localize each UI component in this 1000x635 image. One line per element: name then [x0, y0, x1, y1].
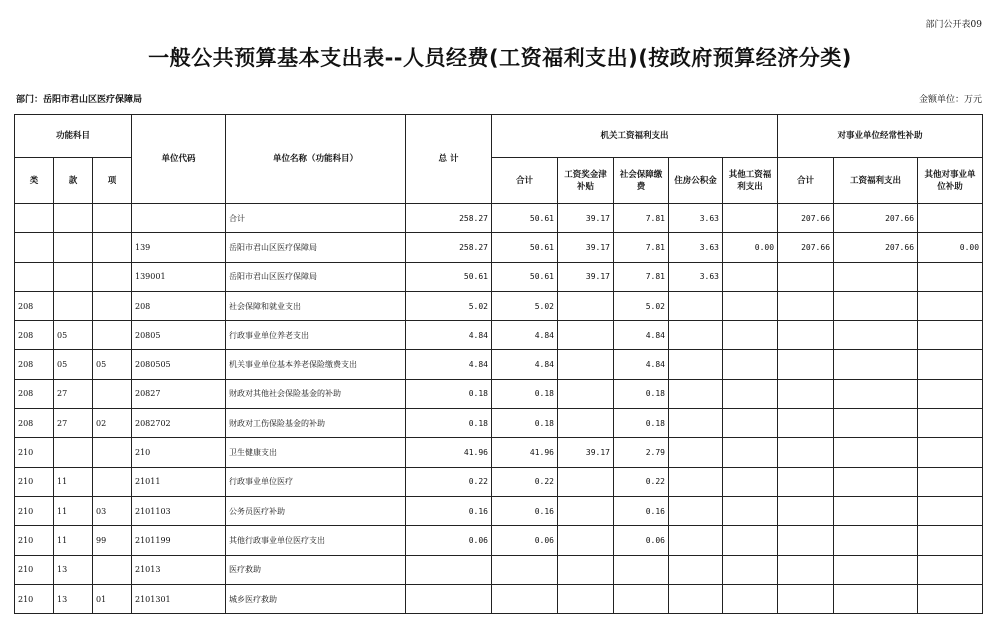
cell-org-bonus [558, 350, 614, 379]
cell-pub-other [918, 262, 983, 291]
cell-org-bonus [558, 321, 614, 350]
cell-unit-code: 20827 [132, 379, 226, 408]
cell-org-other [723, 555, 778, 584]
cell-lei [15, 233, 54, 262]
cell-pub-wage [834, 350, 918, 379]
cell-unit-name: 社会保障和就业支出 [226, 291, 406, 320]
cell-unit-code: 139001 [132, 262, 226, 291]
header-kuan: 款 [54, 158, 93, 204]
cell-pub-subtotal: 207.66 [778, 233, 834, 262]
cell-pub-wage [834, 262, 918, 291]
cell-pub-subtotal [778, 409, 834, 438]
table-row [15, 262, 983, 291]
cell-pub-other [918, 291, 983, 320]
table-row [15, 555, 983, 584]
cell-total: 258.27 [406, 204, 492, 233]
cell-kuan: 27 [54, 409, 93, 438]
header-unit-name: 单位名称（功能科目） [226, 115, 406, 204]
cell-unit-code: 21011 [132, 467, 226, 496]
cell-org-bonus [558, 291, 614, 320]
cell-org-social [614, 584, 669, 613]
cell-org-subtotal: 4.84 [492, 350, 558, 379]
table-row [15, 233, 983, 262]
cell-org-housing [669, 379, 723, 408]
cell-pub-other [918, 379, 983, 408]
cell-org-housing [669, 291, 723, 320]
cell-lei: 210 [15, 555, 54, 584]
cell-org-subtotal: 0.06 [492, 526, 558, 555]
cell-unit-name: 其他行政事业单位医疗支出 [226, 526, 406, 555]
header-total: 总 计 [406, 115, 492, 204]
cell-org-subtotal: 50.61 [492, 233, 558, 262]
cell-org-bonus [558, 467, 614, 496]
page-title: 一般公共预算基本支出表--人员经费(工资福利支出)(按政府预算经济分类) [148, 46, 852, 70]
cell-pub-other [918, 438, 983, 467]
cell-org-other [723, 584, 778, 613]
header-org-group: 机关工资福利支出 [492, 115, 778, 158]
cell-kuan: 11 [54, 496, 93, 525]
cell-org-other [723, 467, 778, 496]
cell-kuan [54, 262, 93, 291]
cell-pub-wage: 207.66 [834, 204, 918, 233]
cell-total: 50.61 [406, 262, 492, 291]
cell-org-housing [669, 409, 723, 438]
cell-org-subtotal [492, 555, 558, 584]
cell-org-other [723, 526, 778, 555]
cell-org-bonus [558, 496, 614, 525]
cell-org-other [723, 379, 778, 408]
budget-table [14, 114, 983, 614]
cell-lei: 208 [15, 321, 54, 350]
cell-lei: 208 [15, 379, 54, 408]
cell-xiang: 01 [93, 584, 132, 613]
cell-org-housing [669, 321, 723, 350]
cell-total: 0.06 [406, 526, 492, 555]
cell-pub-other [918, 467, 983, 496]
cell-kuan [54, 438, 93, 467]
cell-unit-name: 合计 [226, 204, 406, 233]
cell-org-other [723, 291, 778, 320]
table-row [15, 409, 983, 438]
cell-xiang [93, 467, 132, 496]
cell-org-housing [669, 467, 723, 496]
header-pub-wage: 工资福利支出 [834, 158, 918, 204]
cell-kuan: 27 [54, 379, 93, 408]
cell-unit-name: 行政事业单位养老支出 [226, 321, 406, 350]
cell-org-housing: 3.63 [669, 204, 723, 233]
cell-pub-other: 0.00 [918, 233, 983, 262]
cell-xiang [93, 233, 132, 262]
table-row [15, 291, 983, 320]
cell-org-social: 0.16 [614, 496, 669, 525]
cell-org-social: 0.18 [614, 379, 669, 408]
cell-kuan: 05 [54, 350, 93, 379]
cell-kuan: 13 [54, 584, 93, 613]
cell-lei: 210 [15, 584, 54, 613]
cell-xiang [93, 379, 132, 408]
cell-org-housing [669, 438, 723, 467]
cell-total: 258.27 [406, 233, 492, 262]
cell-lei: 210 [15, 496, 54, 525]
cell-lei [15, 204, 54, 233]
cell-pub-wage [834, 584, 918, 613]
cell-unit-code [132, 204, 226, 233]
cell-pub-wage [834, 555, 918, 584]
cell-xiang [93, 555, 132, 584]
cell-kuan: 11 [54, 526, 93, 555]
cell-org-subtotal: 50.61 [492, 204, 558, 233]
cell-lei: 208 [15, 350, 54, 379]
cell-org-bonus: 39.17 [558, 204, 614, 233]
amount-unit-label: 金额单位：万元 [918, 95, 982, 105]
cell-unit-code: 2101199 [132, 526, 226, 555]
cell-org-subtotal: 0.16 [492, 496, 558, 525]
cell-total: 5.02 [406, 291, 492, 320]
cell-total: 4.84 [406, 350, 492, 379]
cell-total: 41.96 [406, 438, 492, 467]
header-org-other: 其他工资福利支出 [723, 158, 778, 204]
cell-org-other [723, 409, 778, 438]
cell-pub-other [918, 321, 983, 350]
cell-pub-other [918, 204, 983, 233]
cell-pub-subtotal [778, 321, 834, 350]
cell-total [406, 555, 492, 584]
cell-pub-other [918, 555, 983, 584]
cell-pub-subtotal [778, 555, 834, 584]
cell-kuan [54, 204, 93, 233]
cell-xiang: 99 [93, 526, 132, 555]
cell-xiang [93, 291, 132, 320]
cell-org-housing [669, 584, 723, 613]
cell-unit-name: 卫生健康支出 [226, 438, 406, 467]
cell-pub-wage [834, 467, 918, 496]
cell-org-bonus: 39.17 [558, 233, 614, 262]
cell-unit-code: 21013 [132, 555, 226, 584]
cell-pub-subtotal [778, 291, 834, 320]
cell-pub-wage [834, 496, 918, 525]
cell-pub-subtotal [778, 438, 834, 467]
header-func-subject: 功能科目 [15, 115, 132, 158]
cell-org-subtotal: 5.02 [492, 291, 558, 320]
cell-org-subtotal: 4.84 [492, 321, 558, 350]
cell-pub-subtotal: 207.66 [778, 204, 834, 233]
cell-lei: 208 [15, 409, 54, 438]
cell-pub-wage [834, 291, 918, 320]
table-row [15, 496, 983, 525]
cell-xiang: 05 [93, 350, 132, 379]
cell-total: 0.18 [406, 409, 492, 438]
cell-kuan [54, 233, 93, 262]
cell-unit-code: 20805 [132, 321, 226, 350]
cell-unit-code: 208 [132, 291, 226, 320]
header-org-social: 社会保障缴费 [614, 158, 669, 204]
table-row [15, 350, 983, 379]
header-pub-subtotal: 合计 [778, 158, 834, 204]
cell-pub-wage: 207.66 [834, 233, 918, 262]
cell-total: 0.18 [406, 379, 492, 408]
cell-xiang [93, 204, 132, 233]
cell-org-social: 5.02 [614, 291, 669, 320]
form-number: 部门公开表09 [925, 20, 982, 30]
cell-org-other [723, 496, 778, 525]
header-org-subtotal: 合计 [492, 158, 558, 204]
cell-org-other [723, 438, 778, 467]
cell-unit-name: 城乡医疗救助 [226, 584, 406, 613]
cell-pub-subtotal [778, 467, 834, 496]
cell-org-bonus: 39.17 [558, 438, 614, 467]
cell-pub-other [918, 584, 983, 613]
cell-org-subtotal: 0.18 [492, 379, 558, 408]
cell-org-social: 0.18 [614, 409, 669, 438]
cell-pub-other [918, 350, 983, 379]
cell-org-social: 4.84 [614, 350, 669, 379]
cell-kuan: 11 [54, 467, 93, 496]
cell-org-housing [669, 555, 723, 584]
cell-pub-wage [834, 321, 918, 350]
cell-org-housing [669, 496, 723, 525]
cell-org-bonus: 39.17 [558, 262, 614, 291]
cell-unit-name: 财政对其他社会保险基金的补助 [226, 379, 406, 408]
table-row [15, 321, 983, 350]
header-unit-code: 单位代码 [132, 115, 226, 204]
cell-org-subtotal: 50.61 [492, 262, 558, 291]
cell-unit-name: 岳阳市君山区医疗保障局 [226, 262, 406, 291]
cell-unit-code: 139 [132, 233, 226, 262]
table-row [15, 204, 983, 233]
cell-org-social: 0.06 [614, 526, 669, 555]
cell-pub-other [918, 496, 983, 525]
cell-org-social: 4.84 [614, 321, 669, 350]
header-pub-group: 对事业单位经常性补助 [778, 115, 983, 158]
cell-xiang [93, 262, 132, 291]
cell-org-bonus [558, 379, 614, 408]
cell-unit-code: 210 [132, 438, 226, 467]
cell-org-subtotal [492, 584, 558, 613]
cell-total: 0.22 [406, 467, 492, 496]
header-pub-other: 其他对事业单位补助 [918, 158, 983, 204]
cell-xiang: 03 [93, 496, 132, 525]
cell-xiang: 02 [93, 409, 132, 438]
cell-org-social: 2.79 [614, 438, 669, 467]
cell-pub-subtotal [778, 262, 834, 291]
cell-xiang [93, 438, 132, 467]
cell-pub-subtotal [778, 350, 834, 379]
header-org-bonus: 工资奖金津补贴 [558, 158, 614, 204]
cell-pub-other [918, 526, 983, 555]
cell-org-other [723, 262, 778, 291]
cell-org-housing [669, 350, 723, 379]
cell-org-social: 7.81 [614, 262, 669, 291]
table-body [15, 204, 983, 614]
cell-lei: 210 [15, 526, 54, 555]
cell-pub-wage [834, 409, 918, 438]
table-row [15, 526, 983, 555]
cell-org-social [614, 555, 669, 584]
cell-org-social: 7.81 [614, 204, 669, 233]
cell-lei: 210 [15, 467, 54, 496]
table-row [15, 584, 983, 613]
cell-org-social: 0.22 [614, 467, 669, 496]
cell-unit-name: 公务员医疗补助 [226, 496, 406, 525]
cell-org-subtotal: 0.18 [492, 409, 558, 438]
cell-pub-other [918, 409, 983, 438]
cell-org-subtotal: 0.22 [492, 467, 558, 496]
cell-unit-name: 财政对工伤保险基金的补助 [226, 409, 406, 438]
cell-unit-name: 机关事业单位基本养老保险缴费支出 [226, 350, 406, 379]
cell-total: 4.84 [406, 321, 492, 350]
cell-org-social: 7.81 [614, 233, 669, 262]
cell-org-bonus [558, 526, 614, 555]
cell-unit-code: 2080505 [132, 350, 226, 379]
cell-xiang [93, 321, 132, 350]
cell-kuan: 05 [54, 321, 93, 350]
cell-org-bonus [558, 555, 614, 584]
cell-lei: 210 [15, 438, 54, 467]
cell-pub-wage [834, 526, 918, 555]
department-label: 部门：岳阳市君山区医疗保障局 [16, 95, 143, 105]
cell-unit-code: 2101301 [132, 584, 226, 613]
header-org-housing: 住房公积金 [669, 158, 723, 204]
header-lei: 类 [15, 158, 54, 204]
cell-pub-subtotal [778, 526, 834, 555]
cell-lei: 208 [15, 291, 54, 320]
cell-unit-code: 2101103 [132, 496, 226, 525]
cell-unit-name: 行政事业单位医疗 [226, 467, 406, 496]
cell-org-bonus [558, 409, 614, 438]
cell-unit-name: 医疗救助 [226, 555, 406, 584]
table-row [15, 379, 983, 408]
cell-org-other [723, 204, 778, 233]
cell-org-subtotal: 41.96 [492, 438, 558, 467]
cell-org-housing: 3.63 [669, 233, 723, 262]
cell-unit-code: 2082702 [132, 409, 226, 438]
cell-total: 0.16 [406, 496, 492, 525]
cell-org-other: 0.00 [723, 233, 778, 262]
cell-org-other [723, 321, 778, 350]
cell-pub-subtotal [778, 584, 834, 613]
cell-unit-name: 岳阳市君山区医疗保障局 [226, 233, 406, 262]
cell-pub-wage [834, 438, 918, 467]
cell-kuan: 13 [54, 555, 93, 584]
cell-org-housing: 3.63 [669, 262, 723, 291]
table-row [15, 438, 983, 467]
cell-org-bonus [558, 584, 614, 613]
table-row [15, 467, 983, 496]
cell-lei [15, 262, 54, 291]
cell-org-other [723, 350, 778, 379]
cell-total [406, 584, 492, 613]
header-xiang: 项 [93, 158, 132, 204]
cell-org-housing [669, 526, 723, 555]
cell-pub-subtotal [778, 496, 834, 525]
cell-kuan [54, 291, 93, 320]
cell-pub-subtotal [778, 379, 834, 408]
cell-pub-wage [834, 379, 918, 408]
